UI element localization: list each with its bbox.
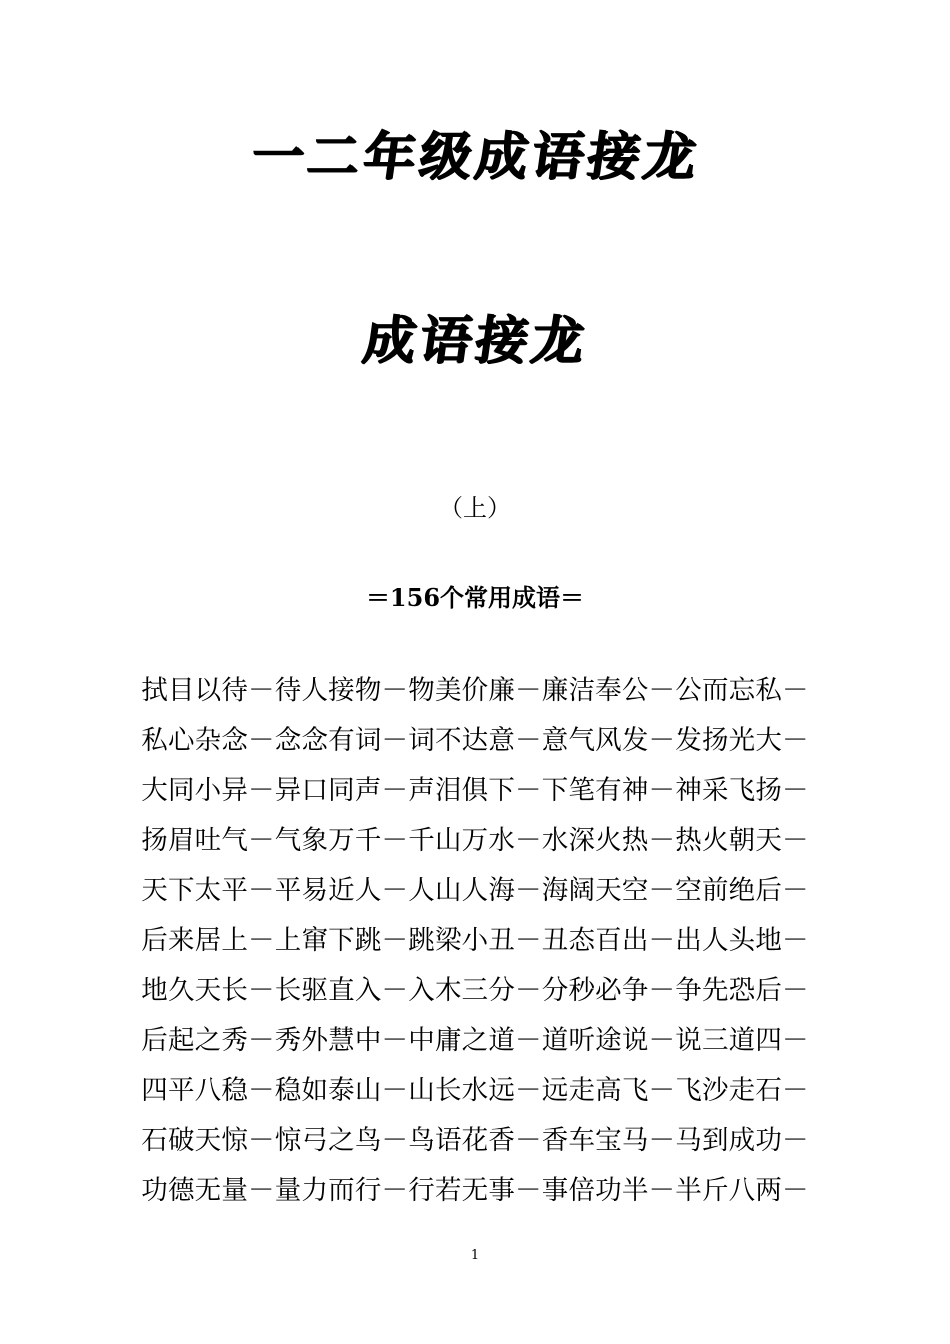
part-label: （上） (439, 494, 511, 522)
idiom-chain-line: 大同小异－异口同声－声泪俱下－下笔有神－神采飞扬－ (141, 775, 809, 806)
idiom-count-label: ＝156个常用成语＝ (365, 583, 585, 612)
idiom-chain-line: 天下太平－平易近人－人山人海－海阔天空－空前绝后－ (141, 875, 809, 906)
idiom-chain-line: 石破天惊－惊弓之鸟－鸟语花香－香车宝马－马到成功－ (141, 1125, 809, 1156)
document-title: 一二年级成语接龙 (246, 127, 704, 187)
idiom-chain-list (0, 666, 950, 1216)
document-subtitle: 成语接龙 (358, 311, 592, 371)
page-number: 1 (470, 1248, 480, 1263)
idiom-chain-line: 私心杂念－念念有词－词不达意－意气风发－发扬光大－ (141, 725, 809, 756)
idiom-chain-line: 后来居上－上窜下跳－跳梁小丑－丑态百出－出人头地－ (141, 925, 809, 956)
idiom-chain-line: 扬眉吐气－气象万千－千山万水－水深火热－热火朝天－ (141, 825, 809, 856)
idiom-chain-line: 后起之秀－秀外慧中－中庸之道－道听途说－说三道四－ (141, 1025, 809, 1056)
idiom-chain-line: 拭目以待－待人接物－物美价廉－廉洁奉公－公而忘私－ (141, 675, 809, 706)
idiom-chain-line: 四平八稳－稳如泰山－山长水远－远走高飞－飞沙走石－ (141, 1075, 809, 1106)
idiom-chain-line: 功德无量－量力而行－行若无事－事倍功半－半斤八两－ (141, 1175, 809, 1206)
idiom-chain-line: 地久天长－长驱直入－入木三分－分秒必争－争先恐后－ (141, 975, 809, 1006)
